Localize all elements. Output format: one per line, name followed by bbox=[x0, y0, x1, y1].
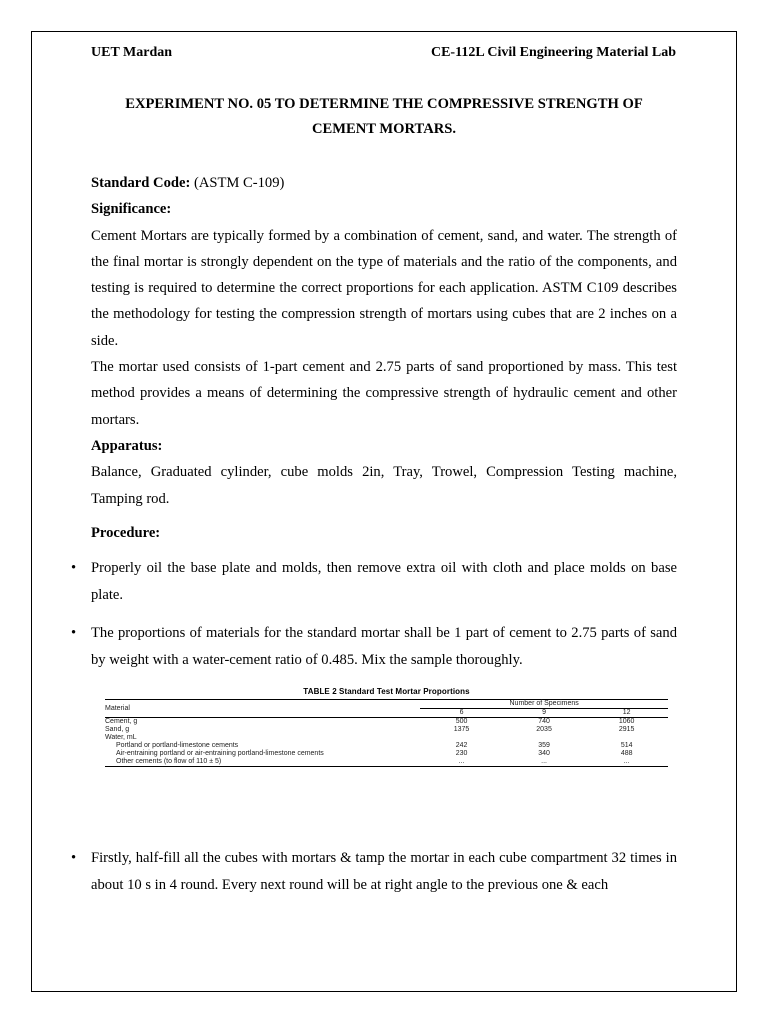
table-cell-material: Other cements (to flow of 110 ± 5) bbox=[116, 758, 222, 765]
table-cell-value bbox=[503, 734, 586, 742]
table-cell-value: ... bbox=[541, 758, 547, 765]
table-cell-value: 2035 bbox=[536, 726, 552, 733]
standard-code-value: (ASTM C-109) bbox=[190, 175, 285, 191]
table-header-count: 9 bbox=[542, 709, 547, 716]
table-cell-value: 340 bbox=[538, 750, 550, 757]
header-institution: UET Mardan bbox=[91, 45, 173, 60]
bullet-icon: • bbox=[71, 625, 77, 641]
table-cell-material: Cement, g bbox=[105, 718, 138, 725]
title-line-1: EXPERIMENT NO. 05 TO DETERMINE THE COMPRESSIVE STRENGTH OF bbox=[125, 96, 643, 112]
table-cell-value: ... bbox=[458, 758, 465, 765]
procedure-step-3 bbox=[71, 845, 677, 898]
title-line-2: CEMENT MORTARS. bbox=[311, 121, 457, 137]
procedure-step-1-text: Properly oil the base plate and molds, then remove extra oil with cloth and place molds on base plate. bbox=[91, 560, 677, 603]
table-cell-value: 230 bbox=[455, 750, 468, 757]
table-row bbox=[105, 726, 668, 734]
table-cell-value: 242 bbox=[455, 742, 468, 749]
table-row bbox=[105, 718, 668, 727]
table-cell-value: 1375 bbox=[453, 726, 470, 733]
table-cell-value: 740 bbox=[538, 718, 550, 725]
table-cell-value: 514 bbox=[620, 742, 633, 749]
procedure-heading: Procedure: bbox=[91, 524, 161, 541]
mortar-proportions-table bbox=[105, 687, 668, 767]
table-cell-value: 500 bbox=[455, 718, 468, 725]
procedure-step-2 bbox=[71, 620, 677, 673]
procedure-step-3-text: Firstly, half-fill all the cubes with mortars & tamp the mortar in each cube compartment 32 times in about 10 s in 4 round. Every next round will be at right angle to the previous one & each bbox=[91, 850, 677, 893]
table-cell-material: Sand, g bbox=[105, 726, 130, 733]
table-title: TABLE 2 Standard Test Mortar Proportions bbox=[303, 687, 470, 696]
apparatus-heading: Apparatus: bbox=[91, 437, 163, 454]
apparatus-text: Balance, Graduated cylinder, cube molds 2in, Tray, Trowel, Compression Testing machine, Tamping rod. bbox=[91, 464, 677, 507]
table-cell-value: 359 bbox=[538, 742, 550, 749]
significance-paragraph-1: Cement Mortars are typically formed by a combination of cement, sand, and water. The strength of the final mortar is strongly dependent on the type of materials and the ratio of the components, and testing is required to determine the correct proportions for each application. ASTM C109 describes the methodology for testing the compression strength of mortars using cubes that are 2 inches on a side. bbox=[91, 227, 677, 349]
table-cell-material: Water, mL bbox=[105, 734, 137, 741]
table-row bbox=[105, 734, 668, 742]
significance-heading: Significance: bbox=[91, 201, 172, 218]
procedure-step-2-text: The proportions of materials for the standard mortar shall be 1 part of cement to 2.75 parts of sand by weight with a water-cement ratio of 0.485. Mix the sample thoroughly. bbox=[91, 625, 677, 668]
table-cell-value: 488 bbox=[620, 750, 633, 757]
table-cell-value: 1060 bbox=[618, 718, 635, 725]
table-row bbox=[105, 758, 668, 767]
table-cell-material: Portland or portland-limestone cements bbox=[116, 742, 239, 749]
table-cell-value: ... bbox=[623, 758, 630, 765]
table-header-material: Material bbox=[105, 704, 130, 712]
experiment-title bbox=[100, 92, 668, 142]
standard-code bbox=[91, 170, 677, 196]
table-row bbox=[105, 750, 668, 758]
header-course: CE-112L Civil Engineering Material Lab bbox=[430, 45, 676, 60]
procedure-step-1 bbox=[71, 555, 677, 608]
table-header-specimens: Number of Specimens bbox=[420, 700, 668, 709]
table-cell-value: 2915 bbox=[618, 726, 635, 733]
table-row bbox=[105, 742, 668, 750]
table-header-count: 12 bbox=[622, 709, 631, 716]
main-body bbox=[91, 170, 677, 546]
bullet-icon: • bbox=[71, 560, 77, 576]
table-cell-value bbox=[420, 734, 503, 742]
table-header-count: 6 bbox=[459, 709, 464, 716]
table-cell-material: Air-entraining portland or air-entraining portland-limestone cements bbox=[116, 750, 324, 757]
table-cell-value bbox=[585, 734, 668, 742]
bullet-icon: • bbox=[71, 850, 77, 866]
significance-paragraph-2: The mortar used consists of 1-part cement and 2.75 parts of sand proportioned by mass. This test method provides a means of determining the compressive strength of hydraulic cement and other mortars. bbox=[91, 359, 677, 428]
standard-code-label: Standard Code: bbox=[91, 175, 191, 191]
